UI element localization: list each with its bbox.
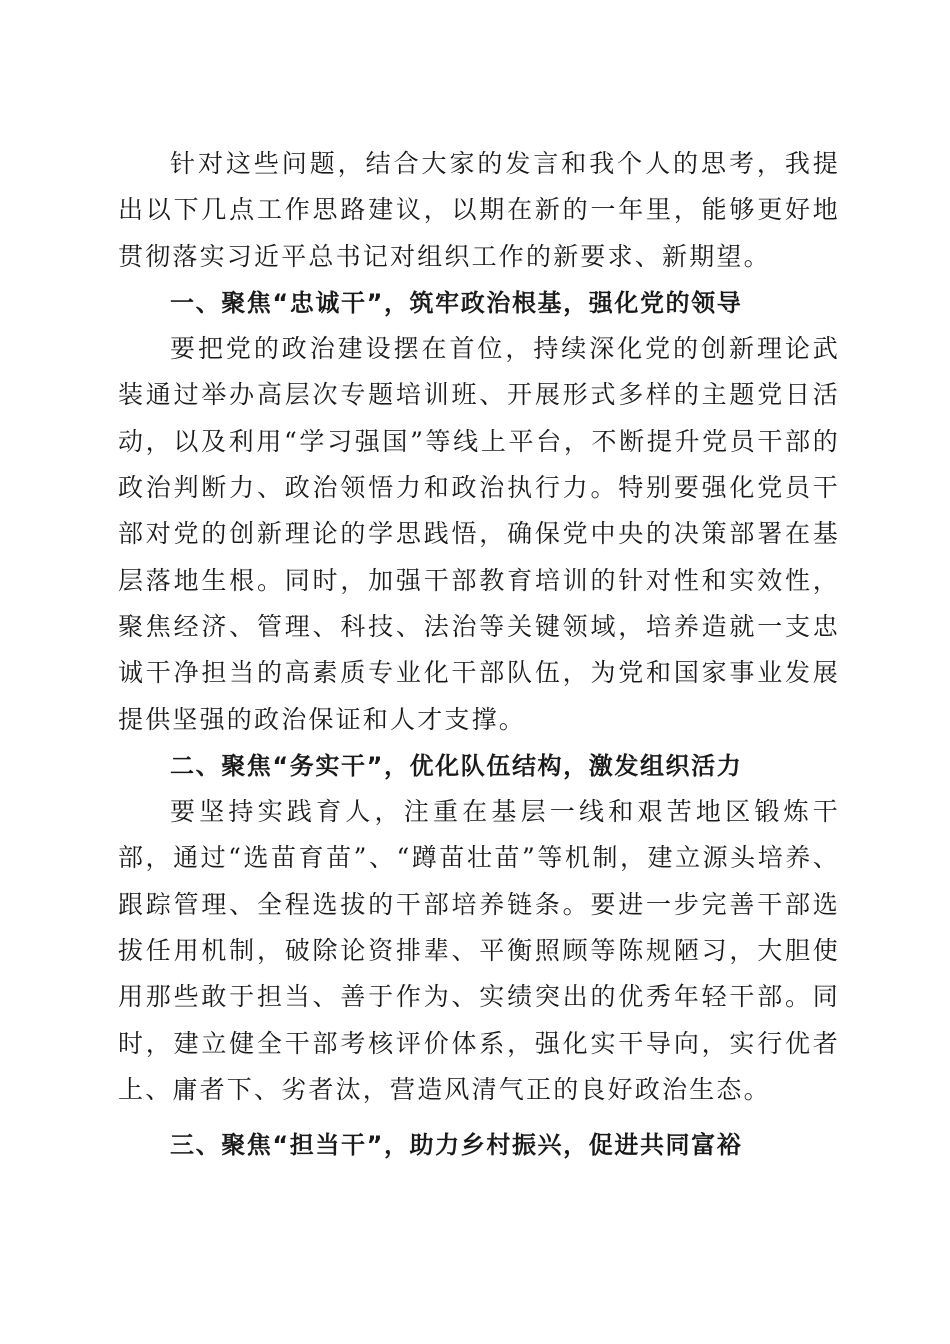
document-page xyxy=(118,141,840,1169)
section-2-heading: 二、聚焦“务实干”，优化队伍结构，激发组织活力 xyxy=(170,751,743,780)
section-1-body: 要把党的政治建设摆在首位，持续深化党的创新理论武装通过举办高层次专题培训班、开展形式多样的主题党日活动，以及利用“学习强国”等线上平台，不断提升党员干部的政治判断力、政治领悟力和政治执行力。特别要强化党员干部对党的创新理论的学思践悟，确保党中央的决策部署在基层落地生根。同时，加强干部教育培训的针对性和实效性，聚焦经济、管理、科技、法治等关键领域，培养造就一支忠诚干净担当的高素质专业化干部队伍，为党和国家事业发展提供坚强的政治保证和人才支撑。 xyxy=(118,334,840,734)
section-2-body: 要坚持实践育人，注重在基层一线和艰苦地区锻炼干部，通过“选苗育苗”、“蹲苗壮苗”等机制，建立源头培养、跟踪管理、全程选拔的干部培养链条。要进一步完善干部选拔任用机制，破除论资排辈、平衡照顾等陈规陋习，大胆使用那些敢于担当、善于作为、实绩突出的优秀年轻干部。同时，建立健全干部考核评价体系，强化实干导向，实行优者上、庸者下、劣者汰，营造风清气正的良好政治生态。 xyxy=(118,797,840,1104)
intro-paragraph: 针对这些问题，结合大家的发言和我个人的思考，我提出以下几点工作思路建议，以期在新的一年里，能够更好地贯彻落实习近平总书记对组织工作的新要求、新期望。 xyxy=(118,149,840,271)
section-3-heading: 三、聚焦“担当干”，助力乡村振兴，促进共同富裕 xyxy=(170,1131,743,1160)
section-1-heading: 一、聚焦“忠诚干”，筑牢政治根基，强化党的领导 xyxy=(170,288,743,317)
